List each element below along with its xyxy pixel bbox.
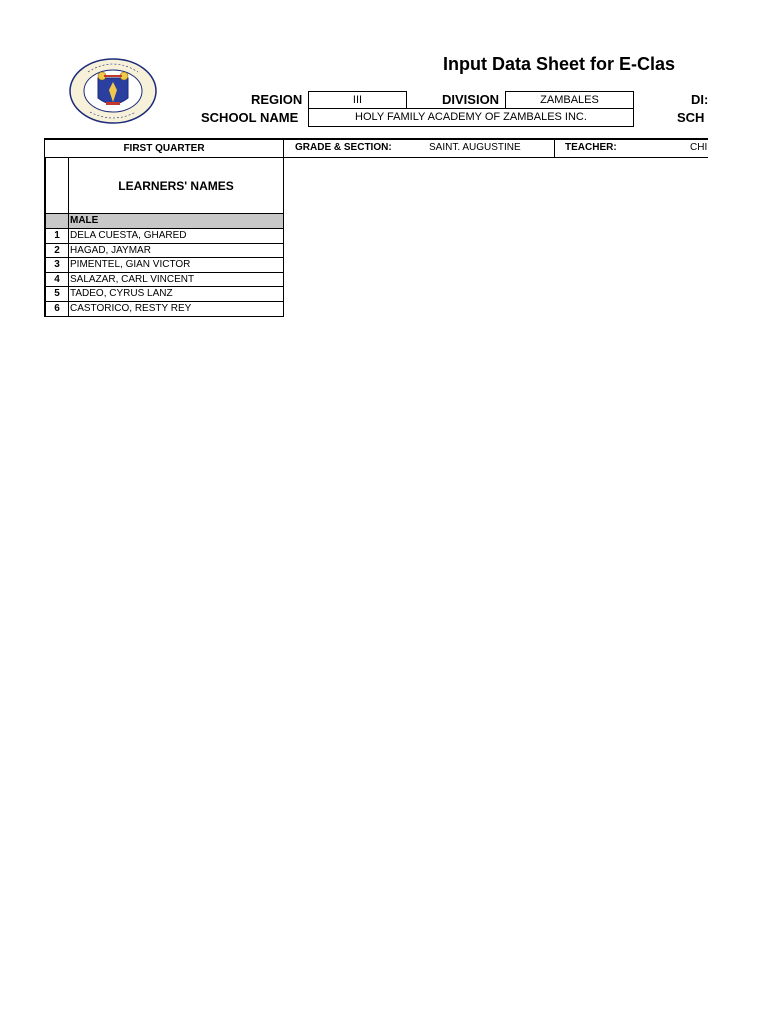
male-group-label: MALE [70, 215, 99, 226]
region-field[interactable]: III [308, 91, 407, 109]
school-name-field[interactable]: HOLY FAMILY ACADEMY OF ZAMBALES INC. [308, 108, 634, 127]
table-row[interactable] [68, 301, 284, 317]
teacher-value[interactable]: CHI [690, 142, 708, 153]
grade-section-label: GRADE & SECTION: [295, 142, 392, 153]
deped-seal-logo [68, 58, 158, 124]
learner-name: SALAZAR, CARL VINCENT [70, 273, 195, 285]
table-row[interactable] [68, 257, 284, 273]
division-field[interactable]: ZAMBALES [505, 91, 634, 109]
row-number: 6 [54, 303, 60, 314]
row-number: 1 [54, 230, 60, 241]
table-bottom-border [44, 316, 284, 317]
group-label-cell [68, 213, 284, 229]
grade-section-value[interactable]: SAINT. AUGUSTINE [429, 142, 521, 153]
row-number-cell [44, 228, 69, 244]
row-number-cell [44, 286, 69, 302]
school-name-label: SCHOOL NAME [201, 110, 299, 125]
page-title: Input Data Sheet for E-Clas [443, 54, 676, 74]
number-column-header [44, 157, 69, 214]
table-row[interactable] [68, 243, 284, 259]
row-number: 3 [54, 259, 60, 271]
learner-name: DELA CUESTA, GHARED [70, 230, 187, 241]
row-number: 2 [54, 244, 60, 256]
quarter-cell [44, 138, 284, 158]
district-label: DI: [691, 92, 708, 107]
row-number: 5 [54, 288, 60, 300]
learner-name: TADEO, CYRUS LANZ [70, 288, 173, 300]
division-label: DIVISION [442, 92, 500, 107]
school-id-label: SCH [677, 110, 705, 125]
row-number: 4 [54, 273, 60, 285]
learner-name: HAGAD, JAYMAR [70, 244, 151, 256]
row-number-cell [44, 257, 69, 273]
learners-names-header-cell [68, 157, 284, 214]
teacher-label: TEACHER: [565, 142, 617, 153]
row-number-cell [44, 272, 69, 288]
table-row[interactable] [68, 286, 284, 302]
row-number-cell [44, 243, 69, 259]
row-number-cell [44, 301, 69, 317]
learner-name: PIMENTEL, GIAN VICTOR [70, 259, 191, 271]
table-row[interactable] [68, 272, 284, 288]
quarter-label: FIRST QUARTER [123, 143, 205, 154]
group-number-cell [44, 213, 69, 229]
learner-name: CASTORICO, RESTY REY [70, 303, 192, 314]
region-label: REGION [251, 92, 303, 107]
table-row[interactable] [68, 228, 284, 244]
learners-names-header: LEARNERS' NAMES [118, 178, 234, 193]
